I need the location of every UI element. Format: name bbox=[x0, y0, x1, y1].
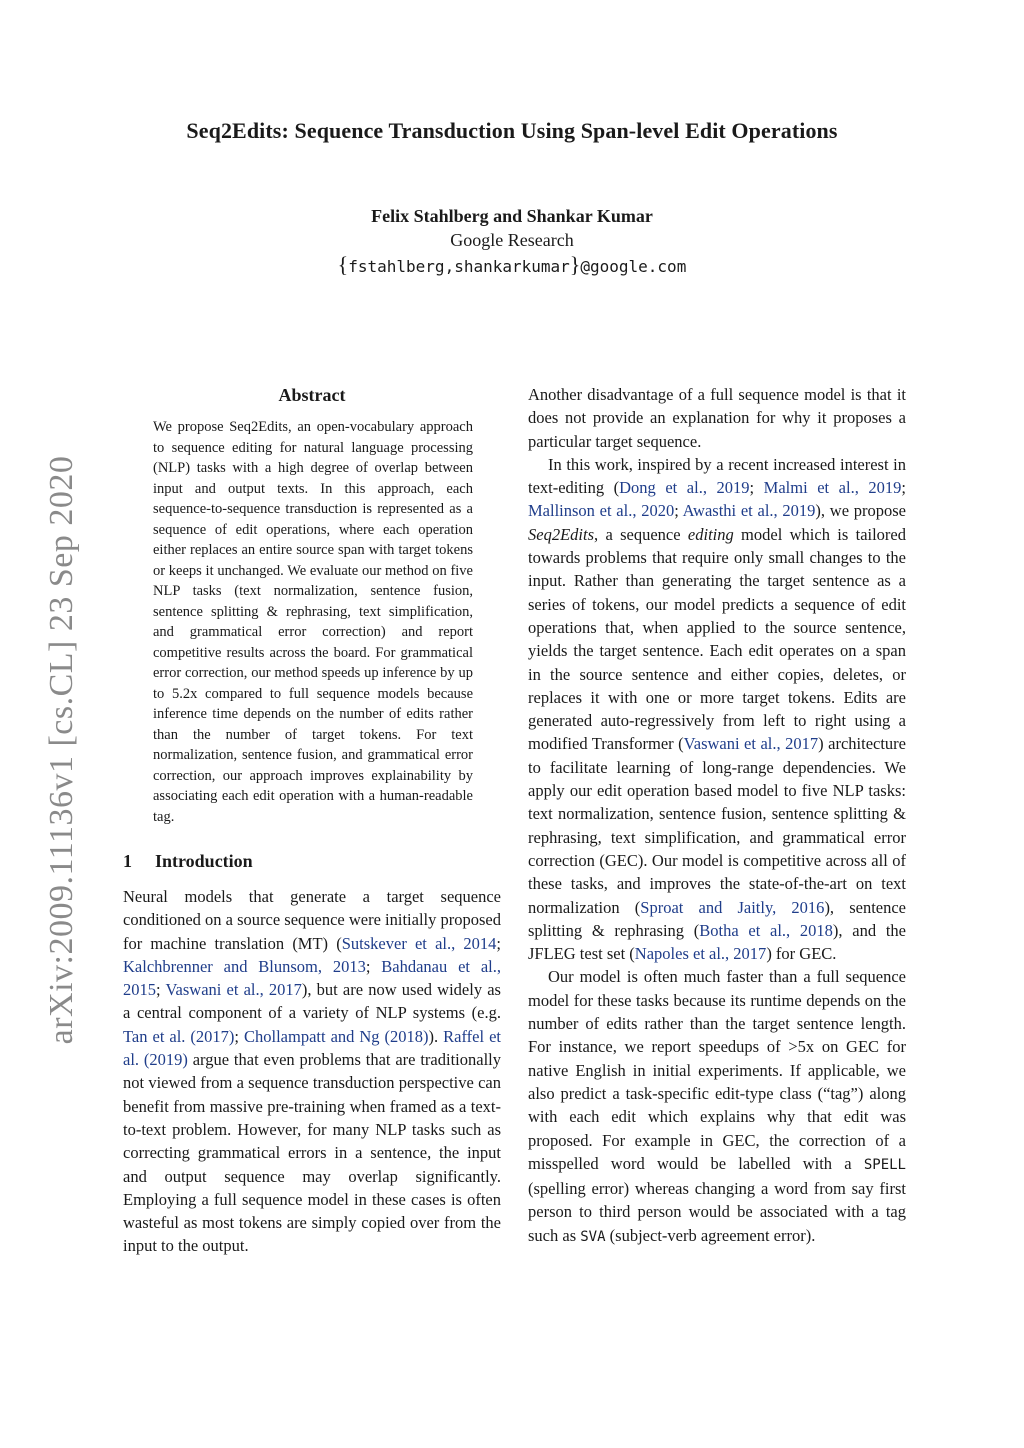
email-domain: @google.com bbox=[580, 257, 687, 276]
text-run: ), sentence splitting & rephrasing ( bbox=[528, 897, 907, 940]
citation-link[interactable]: Awasthi et al., 2019 bbox=[682, 501, 816, 521]
text-run: (spelling error) whereas changing a word from say first person to third person would be associated with a tag such as bbox=[528, 1179, 906, 1245]
text-run: argue that even problems that are traditionally not viewed from a sequence transduction perspective can benefit from massive pre-training when framed as a text-to-text problem. However, for many NLP tasks such as correcting grammatical errors in a sentence, the input and output sequence may overlap significantly. Employing a full sequence model in these cases is often wasteful as most tokens are simply copied over from the input to the output. bbox=[123, 1050, 501, 1256]
citation-link[interactable]: Botha et al., 2018 bbox=[699, 920, 833, 940]
abstract-text: We propose Seq2Edits, an open-vocabulary approach to sequence editing for natural language processing (NLP) tasks with a high degree of overlap between input and output texts. In this approach, each sequence-to-sequence transduction is represented as a sequence of edit operations, where each operation either replaces an entire source span with target tokens or keeps it unchanged. We evaluate our method on five NLP tasks (text normalization, sentence fusion, sentence splitting & rephrasing, text simplification, and grammatical error correction) and report competitive results across the board. For grammatical error correction, our method speeds up inference by up to 5.2x compared to full sequence models because inference time depends on the number of edits rather than the number of target tokens. For text normalization, sentence fusion, and grammatical error correction, our approach improves explainability by associating each edit operation with a human-readable tag. bbox=[153, 419, 473, 825]
text-run: ; bbox=[496, 933, 502, 953]
email-brace-open: { bbox=[337, 252, 349, 277]
text-run: Our model is often much faster than a full sequence model for these tasks because its runtime depends on the number of edits rather than the target sentence length. For instance, we report speedups of >5x on GEC for native English in initial experiments. If applicable, we also predict a task-specific edit-type class (“tag”) along with each edit which explains why that edit was proposed. For example in GEC, the correction of a misspelled word would be labelled with a bbox=[528, 967, 906, 1173]
text-run: ; bbox=[749, 478, 764, 498]
citation-link[interactable]: Sproat and Jaitly, 2016 bbox=[640, 897, 825, 917]
intro-paragraph-1 bbox=[123, 885, 501, 1258]
text-run: (subject-verb agreement error). bbox=[605, 1225, 816, 1245]
right-column bbox=[528, 383, 906, 1249]
abstract-heading: Abstract bbox=[278, 385, 346, 405]
text-run: ), and the JFLEG test set ( bbox=[528, 920, 906, 964]
citation-link[interactable]: Malmi et al., 2019 bbox=[763, 478, 902, 498]
citation-link[interactable]: Vaswani et al., 2017 bbox=[683, 734, 819, 754]
citation-link[interactable]: Raffel et al. (2019) bbox=[123, 1026, 501, 1070]
citation-link[interactable]: Sutskever et al., 2014 bbox=[341, 933, 497, 953]
text-run: ; bbox=[674, 501, 683, 521]
text-run: ; bbox=[901, 478, 906, 498]
citation-link[interactable]: Chollampatt and Ng (2018) bbox=[244, 1026, 429, 1046]
author-affiliation: Google Research bbox=[450, 230, 574, 250]
text-run: ) for GEC. bbox=[766, 944, 837, 964]
tag-sva: SVA bbox=[580, 1228, 606, 1245]
author-email bbox=[0, 252, 1024, 280]
citation-link[interactable]: Vaswani et al., 2017 bbox=[165, 980, 302, 1000]
emphasis-text: editing bbox=[687, 524, 734, 544]
citation-link[interactable]: Kalchbrenner and Blunsom, 2013 bbox=[123, 956, 366, 976]
citation-link[interactable]: Mallinson et al., 2020 bbox=[528, 501, 675, 521]
text-run: ), but are now used widely as a central component of a variety of NLP systems (e.g. bbox=[123, 980, 501, 1023]
citation-link[interactable]: Tan et al. (2017) bbox=[123, 1026, 235, 1046]
email-brace-close: } bbox=[569, 252, 581, 277]
left-column bbox=[123, 383, 501, 1258]
text-run: ), we propose bbox=[815, 501, 907, 521]
tag-spell: SPELL bbox=[863, 1156, 906, 1173]
text-run: ; bbox=[156, 980, 166, 1000]
text-run: ; bbox=[365, 956, 382, 976]
citation-link[interactable]: Dong et al., 2019 bbox=[619, 478, 750, 498]
section-number: 1 bbox=[123, 851, 132, 871]
email-users: fstahlberg,shankarkumar bbox=[348, 257, 570, 276]
text-run: ) architecture to facilitate learning of long-range dependencies. We apply our edit operation based model to five NLP tasks: text normalization, sentence fusion, sentence splitting & rephrasing, text simplification, and grammatical error correction (GEC). Our model is competitive across all of these tasks, and improves the state-of-the-art on text normalization ( bbox=[528, 734, 906, 917]
text-run: ). bbox=[428, 1026, 444, 1046]
section-title: Introduction bbox=[155, 851, 253, 871]
arxiv-identifier-stamp: arXiv:2009.11136v1 [cs.CL] 23 Sep 2020 bbox=[43, 455, 80, 1045]
intro-paragraph-4 bbox=[528, 965, 906, 1249]
text-run: ; bbox=[234, 1026, 244, 1046]
text-run: Neural models that generate a target sequence conditioned on a source sequence were initially proposed for machine translation (MT) ( bbox=[123, 887, 502, 953]
intro-paragraph-3 bbox=[528, 453, 906, 966]
citation-link[interactable]: Napoles et al., 2017 bbox=[634, 944, 767, 964]
author-names: Felix Stahlberg and Shankar Kumar bbox=[371, 206, 653, 226]
citation-link[interactable]: Bahdanau et al., 2015 bbox=[123, 956, 501, 1000]
section-heading-introduction bbox=[123, 849, 501, 873]
author-block bbox=[0, 204, 1024, 280]
text-run: model which is tailored towards problems that require only small changes to the input. Rather than generating the target sentence as a series of tokens, our model predicts a sequence of edit operations that, when applied to the source sentence, yields the target sentence. Each edit operates on a span in the source sentence and either copies, deletes, or replaces it with one or more target tokens. Edits are generated auto-regressively from left to right using a modified Transformer ( bbox=[528, 524, 907, 754]
text-run: In this work, inspired by a recent increased interest in text-editing ( bbox=[528, 454, 906, 498]
text-run: , a sequence bbox=[594, 524, 688, 544]
method-name: Seq2Edits bbox=[528, 524, 594, 544]
paper-title: Seq2Edits: Sequence Transduction Using Span-level Edit Operations bbox=[186, 118, 838, 143]
intro-paragraph-2: Another disadvantage of a full sequence model is that it does not provide an explanation for why it proposes a particular target sequence. bbox=[528, 385, 906, 451]
